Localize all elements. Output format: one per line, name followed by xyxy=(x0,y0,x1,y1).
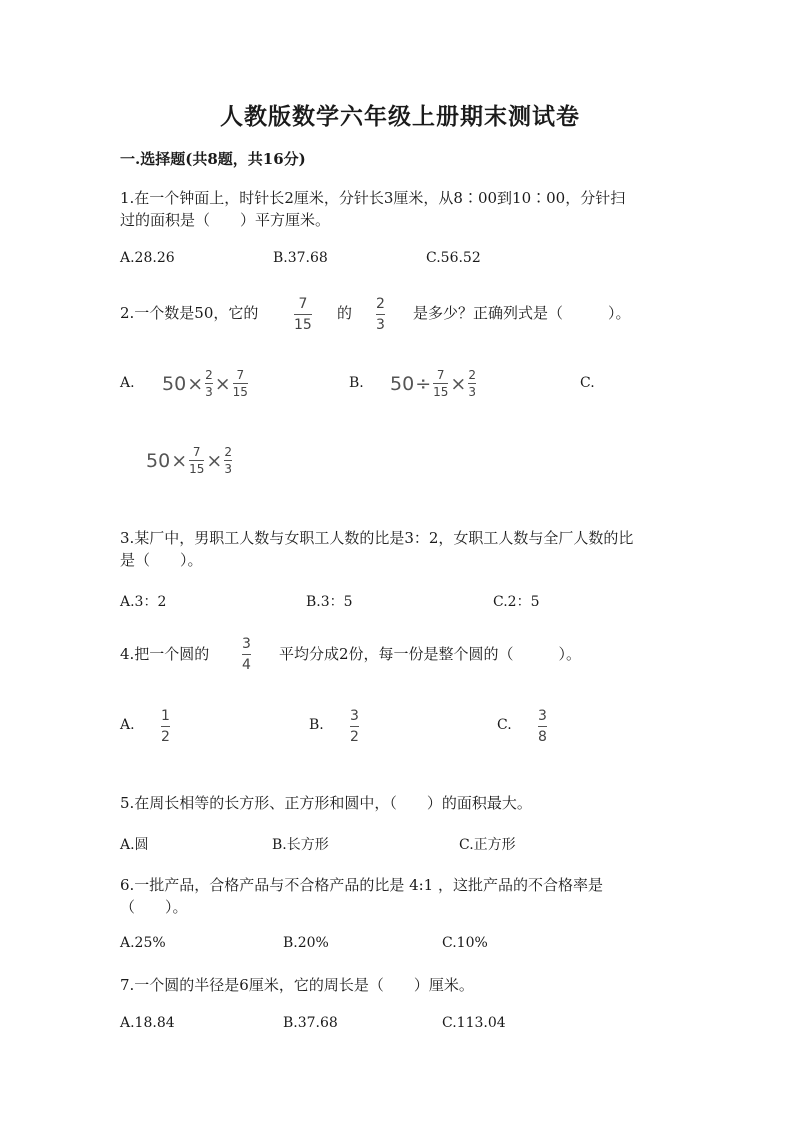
fraction-denominator: 15 xyxy=(294,317,312,333)
fraction-denominator: 3 xyxy=(205,385,213,399)
question-4-fraction xyxy=(242,637,251,672)
expression-fraction xyxy=(189,446,204,475)
question-4-option-c-fraction[interactable] xyxy=(538,709,547,744)
fraction-bar xyxy=(233,383,248,384)
question-2-fraction-2 xyxy=(376,297,385,332)
fraction-numerator: 1 xyxy=(161,708,170,724)
fraction-denominator: 2 xyxy=(161,729,170,745)
fraction-numerator: 3 xyxy=(242,636,251,652)
fraction-numerator: 2 xyxy=(224,445,232,459)
question-3-option-b[interactable]: B.3：5 xyxy=(306,594,353,610)
fraction-bar xyxy=(538,726,547,727)
question-1-option-b[interactable]: B.37.68 xyxy=(273,250,328,266)
question-6-line-2: （ ）。 xyxy=(120,898,188,916)
expression-fraction xyxy=(468,369,476,398)
question-3-option-c[interactable]: C.2：5 xyxy=(493,594,540,610)
question-2-text-part-2: 的 xyxy=(337,304,353,322)
question-1-option-a[interactable]: A.28.26 xyxy=(120,250,175,266)
question-2-text-part-3: 是多少？正确列式是（ ）。 xyxy=(413,304,631,322)
times-operator: × xyxy=(450,372,467,395)
fraction-numerator: 7 xyxy=(436,368,445,382)
question-3-line-1: 3.某厂中，男职工人数与女职工人数的比是3：2，女职工人数与全厂人数的比 xyxy=(120,529,634,547)
fraction-denominator: 15 xyxy=(232,385,248,399)
question-5-option-a[interactable]: A.圆 xyxy=(120,837,149,853)
question-2-option-b-label[interactable]: B. xyxy=(349,375,364,391)
expression-number: 50 xyxy=(162,372,187,395)
times-operator: × xyxy=(206,449,223,472)
question-6-option-b[interactable]: B.20% xyxy=(283,935,329,951)
question-4-option-a-label[interactable]: A. xyxy=(120,717,135,733)
question-5-option-b[interactable]: B.长方形 xyxy=(272,837,329,853)
fraction-bar xyxy=(224,460,232,461)
fraction-numerator: 2 xyxy=(205,368,213,382)
page-title: 人教版数学六年级上册期末测试卷 xyxy=(220,103,580,130)
question-4-option-b-label[interactable]: B. xyxy=(309,717,324,733)
fraction-bar xyxy=(468,383,476,384)
question-6-option-a[interactable]: A.25% xyxy=(120,935,166,951)
section-heading: 一.选择题(共8题，共16分) xyxy=(120,150,306,168)
question-7-option-c[interactable]: C.113.04 xyxy=(442,1015,506,1031)
fraction-denominator: 8 xyxy=(538,729,547,745)
fraction-denominator: 3 xyxy=(224,462,232,476)
question-4-option-b-fraction[interactable] xyxy=(350,709,359,744)
fraction-numerator: 3 xyxy=(350,708,359,724)
question-7-text: 7.一个圆的半径是6厘米，它的周长是（ ）厘米。 xyxy=(120,976,474,994)
fraction-denominator: 3 xyxy=(468,385,476,399)
question-4-option-c-label[interactable]: C. xyxy=(497,717,512,733)
times-operator: × xyxy=(214,372,231,395)
question-2-option-c-expression[interactable] xyxy=(146,446,233,475)
fraction-denominator: 15 xyxy=(433,385,449,399)
expression-number: 50 xyxy=(146,449,171,472)
expression-number: 50 xyxy=(390,372,415,395)
fraction-bar xyxy=(376,314,385,315)
fraction-denominator: 4 xyxy=(242,657,251,673)
expression-fraction xyxy=(433,369,448,398)
question-3-line-2: 是（ ）。 xyxy=(120,551,203,569)
fraction-bar xyxy=(242,654,251,655)
fraction-bar xyxy=(350,726,359,727)
question-1-line-1: 1.在一个钟面上，时针长2厘米，分针长3厘米，从8∶00到10∶00，分针扫 xyxy=(120,189,626,207)
question-5-text: 5.在周长相等的长方形、正方形和圆中，（ ）的面积最大。 xyxy=(120,794,532,812)
divide-operator: ÷ xyxy=(415,372,432,395)
fraction-bar xyxy=(205,383,213,384)
question-4-text-part-1: 4.把一个圆的 xyxy=(120,645,210,663)
fraction-denominator: 2 xyxy=(350,729,359,745)
question-1-option-c[interactable]: C.56.52 xyxy=(426,250,481,266)
question-5-option-c[interactable]: C.正方形 xyxy=(459,837,516,853)
fraction-numerator: 3 xyxy=(538,708,547,724)
question-4-option-a-fraction[interactable] xyxy=(161,709,170,744)
fraction-numerator: 7 xyxy=(192,445,201,459)
fraction-numerator: 7 xyxy=(298,296,308,312)
question-6-line-1: 6.一批产品，合格产品与不合格产品的比是 4:1 ，这批产品的不合格率是 xyxy=(120,876,603,894)
question-2-text-part-1: 2.一个数是50，它的 xyxy=(120,304,259,322)
fraction-numerator: 7 xyxy=(236,368,245,382)
question-2-option-a-label[interactable]: A. xyxy=(120,375,135,391)
expression-fraction xyxy=(233,369,248,398)
times-operator: × xyxy=(187,372,204,395)
question-6-option-c[interactable]: C.10% xyxy=(442,935,488,951)
fraction-bar xyxy=(433,383,448,384)
question-4-text-part-2: 平均分成2份，每一份是整个圆的（ ）。 xyxy=(279,645,582,663)
times-operator: × xyxy=(171,449,188,472)
question-7-option-a[interactable]: A.18.84 xyxy=(120,1015,175,1031)
expression-fraction xyxy=(224,446,232,475)
fraction-numerator: 2 xyxy=(468,368,476,382)
fraction-bar xyxy=(294,314,312,315)
expression-fraction xyxy=(205,369,213,398)
question-7-option-b[interactable]: B.37.68 xyxy=(283,1015,338,1031)
fraction-numerator: 2 xyxy=(376,296,385,312)
fraction-bar xyxy=(161,726,170,727)
question-2-fraction-1 xyxy=(294,297,312,332)
fraction-bar xyxy=(189,460,204,461)
fraction-denominator: 15 xyxy=(189,462,205,476)
question-2-option-c-label[interactable]: C. xyxy=(580,375,595,391)
question-2-option-a-expression[interactable] xyxy=(162,369,249,398)
question-3-option-a[interactable]: A.3：2 xyxy=(120,594,167,610)
fraction-denominator: 3 xyxy=(376,317,385,333)
question-1-line-2: 过的面积是（ ）平方厘米。 xyxy=(120,211,331,229)
question-2-option-b-expression[interactable] xyxy=(390,369,477,398)
